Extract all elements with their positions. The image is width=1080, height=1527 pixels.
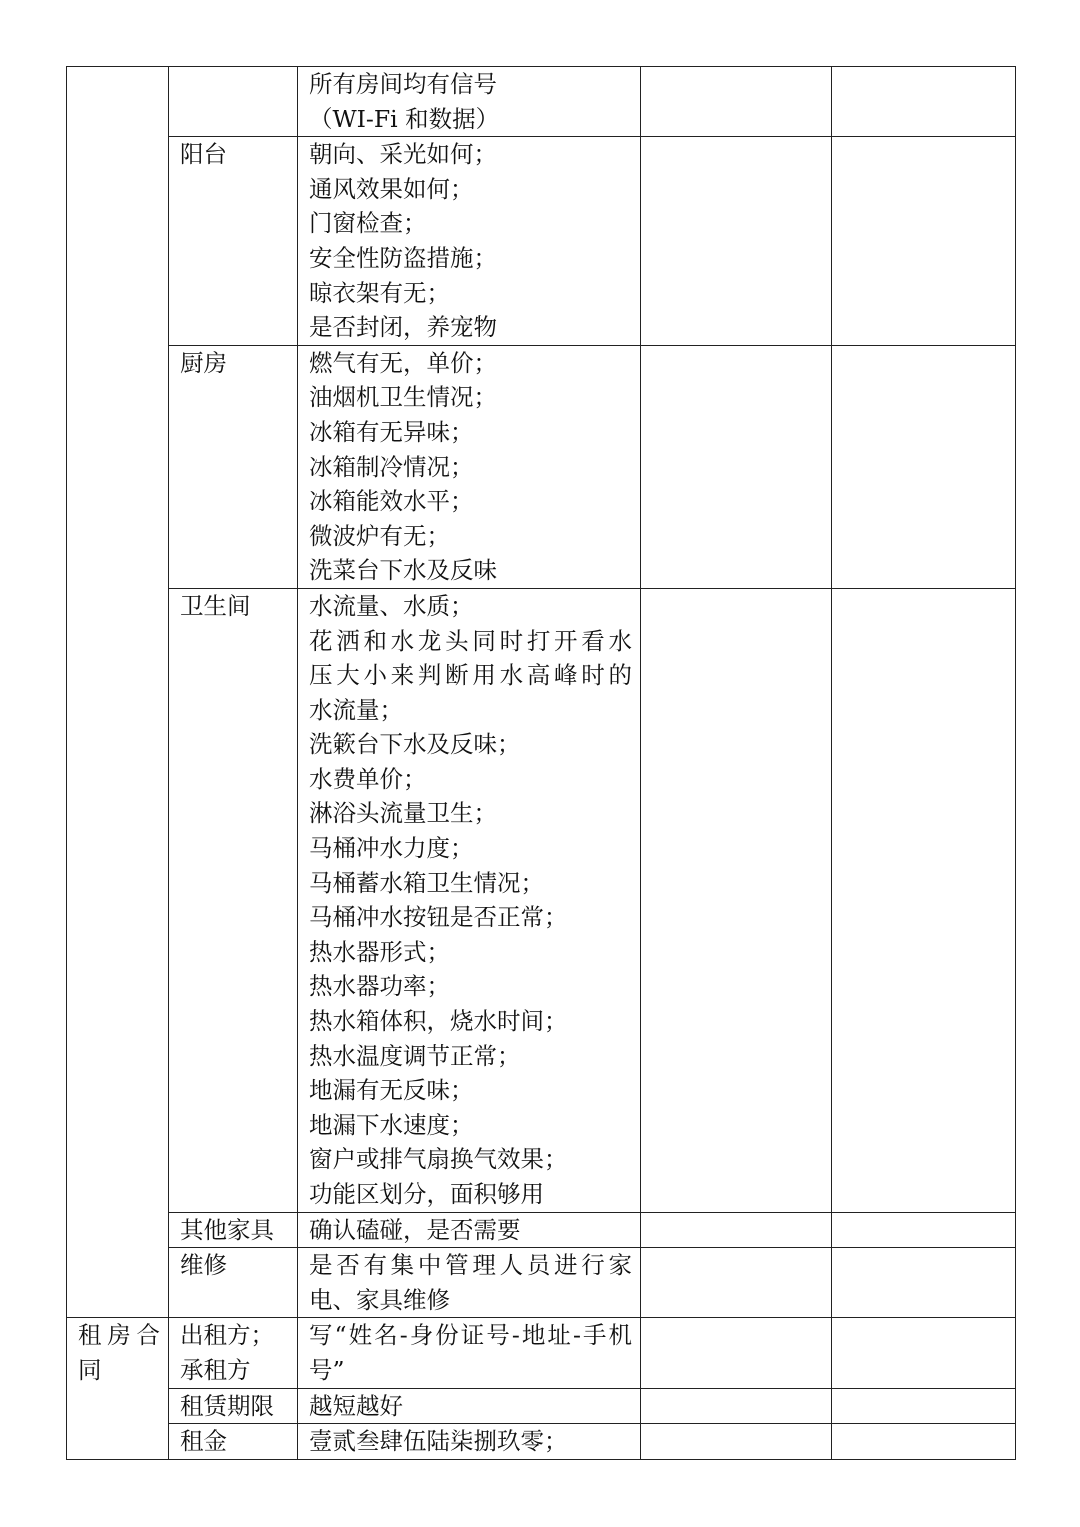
check-line: 冰箱制冷情况； (309, 452, 474, 481)
blank-cell[interactable] (832, 137, 1016, 346)
checks-cell (298, 1318, 641, 1388)
blank-cell[interactable] (832, 1248, 1016, 1318)
checks-cell (298, 345, 641, 588)
item-label: 卫生间 (180, 591, 251, 620)
item-cell (169, 1248, 298, 1318)
item-cell (169, 345, 298, 588)
item-cell (169, 1388, 298, 1424)
item-label: 维修 (180, 1251, 227, 1280)
check-line: 确认磕碰，是否需要 (309, 1215, 521, 1244)
rental-checklist-table (66, 66, 1016, 1460)
blank-cell[interactable] (641, 1248, 832, 1318)
check-line: 马桶蓄水箱卫生情况； (309, 868, 544, 897)
blank-cell[interactable] (641, 345, 832, 588)
category-label: 租房合 (78, 1321, 160, 1350)
check-line: 壹贰叁肆伍陆柒捌玖零； (309, 1427, 568, 1456)
check-line: 写“姓名-身份证号-地址-手机 (309, 1321, 632, 1350)
check-line: 功能区划分，面积够用 (309, 1180, 544, 1208)
check-line: 微波炉有无； (309, 521, 450, 550)
item-cell (169, 1212, 298, 1248)
table-row (67, 588, 1016, 1212)
blank-cell[interactable] (641, 67, 832, 137)
check-line: 号” (309, 1355, 345, 1384)
table-row (67, 137, 1016, 346)
check-line: 淋浴头流量卫生； (309, 799, 497, 828)
blank-cell[interactable] (832, 345, 1016, 588)
check-line: 热水器形式； (309, 937, 450, 966)
blank-cell[interactable] (832, 1318, 1016, 1388)
check-line: 安全性防盗措施； (309, 243, 497, 272)
item-label: 租金 (180, 1427, 227, 1456)
check-line: 水流量、水质； (309, 591, 474, 620)
check-line: （WI-Fi 和数据） (309, 104, 500, 133)
check-line: 洗菜台下水及反味 (309, 556, 497, 585)
check-line: 水流量； (309, 695, 403, 724)
checks-cell (298, 137, 641, 346)
item-label: 出租方； (180, 1321, 274, 1350)
item-label: 承租方 (180, 1355, 251, 1384)
category-label: 同 (78, 1355, 102, 1384)
check-line: 洗簌台下水及反味； (309, 730, 521, 759)
item-label: 阳台 (180, 140, 227, 169)
blank-cell[interactable] (832, 1424, 1016, 1460)
checks-cell (298, 588, 641, 1212)
check-line: 晾衣架有无； (309, 278, 450, 307)
table-row (67, 1388, 1016, 1424)
blank-cell[interactable] (641, 1388, 832, 1424)
table-row (67, 1212, 1016, 1248)
item-cell (169, 1424, 298, 1460)
checks-cell (298, 1248, 641, 1318)
check-line: 热水温度调节正常； (309, 1041, 521, 1070)
checks-cell (298, 1212, 641, 1248)
blank-cell[interactable] (832, 1212, 1016, 1248)
item-cell (169, 137, 298, 346)
category-cell (67, 1318, 169, 1459)
check-line: 门窗检查； (309, 209, 427, 238)
check-line: 通风效果如何； (309, 174, 474, 203)
blank-cell[interactable] (641, 137, 832, 346)
check-line: 压大小来判断用水高峰时的 (309, 661, 632, 690)
blank-cell[interactable] (641, 1212, 832, 1248)
table-row (67, 67, 1016, 137)
check-line: 油烟机卫生情况； (309, 383, 497, 412)
check-line: 地漏有无反味； (309, 1076, 474, 1105)
table-row (67, 1318, 1016, 1388)
item-cell (169, 1318, 298, 1388)
table-row (67, 1248, 1016, 1318)
table-row (67, 345, 1016, 588)
check-line: 冰箱能效水平； (309, 487, 474, 516)
checks-cell (298, 1388, 641, 1424)
item-label: 厨房 (180, 348, 227, 377)
blank-cell[interactable] (832, 67, 1016, 137)
check-line: 马桶冲水按钮是否正常； (309, 903, 568, 932)
category-cell (67, 67, 169, 1318)
check-line: 电、家具维修 (309, 1285, 450, 1314)
check-line: 冰箱有无异味； (309, 417, 474, 446)
blank-cell[interactable] (832, 588, 1016, 1212)
item-cell (169, 588, 298, 1212)
item-label: 其他家具 (180, 1215, 274, 1244)
check-line: 热水器功率； (309, 972, 450, 1001)
blank-cell[interactable] (641, 1318, 832, 1388)
check-line: 朝向、采光如何； (309, 140, 497, 169)
item-cell (169, 67, 298, 137)
check-line: 是否有集中管理人员进行家 (309, 1251, 632, 1280)
check-line: 地漏下水速度； (309, 1110, 474, 1139)
table-row (67, 1424, 1016, 1460)
check-line: 马桶冲水力度； (309, 834, 474, 863)
check-line: 窗户或排气扇换气效果； (309, 1145, 568, 1174)
blank-cell[interactable] (641, 1424, 832, 1460)
check-line: 热水箱体积，烧水时间； (309, 1007, 568, 1036)
checks-cell (298, 1424, 641, 1460)
check-line: 越短越好 (309, 1391, 403, 1420)
check-line: 燃气有无，单价； (309, 348, 497, 377)
check-line: 花洒和水龙头同时打开看水 (309, 626, 632, 655)
blank-cell[interactable] (641, 588, 832, 1212)
checks-cell (298, 67, 641, 137)
check-line: 是否封闭，养宠物 (309, 313, 497, 342)
item-label: 租赁期限 (180, 1391, 274, 1420)
blank-cell[interactable] (832, 1388, 1016, 1424)
check-line: 所有房间均有信号 (309, 70, 497, 98)
check-line: 水费单价； (309, 764, 427, 793)
